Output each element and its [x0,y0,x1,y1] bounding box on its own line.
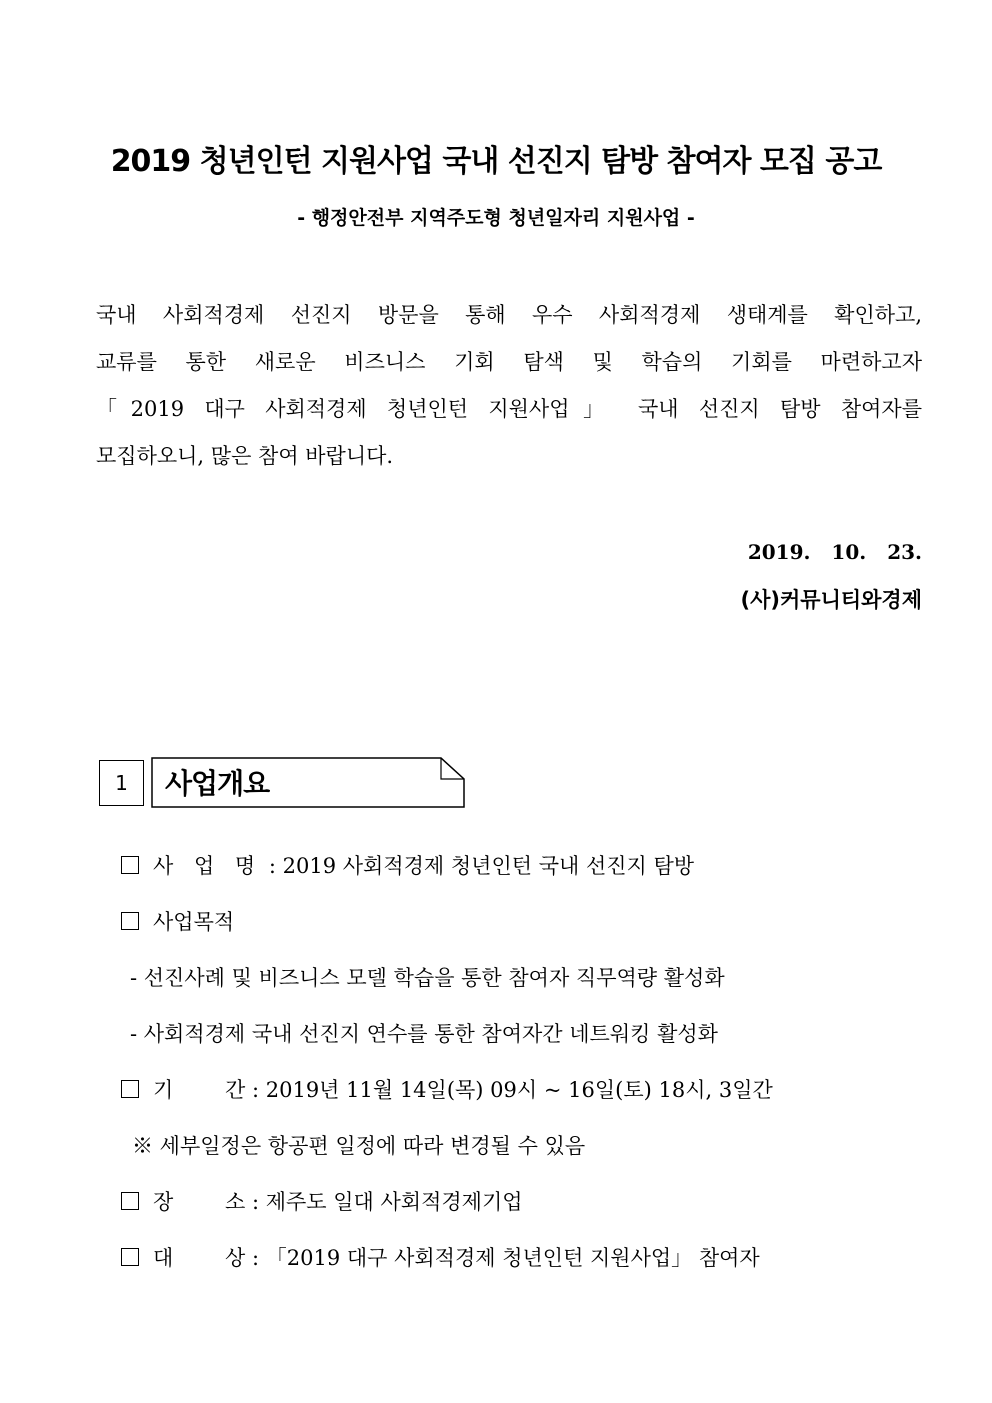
item-value: : 제주도 일대 사회적경제기업 [251,1190,523,1214]
item-value: : 2019 사회적경제 청년인턴 국내 선진지 탐방 [268,854,695,878]
item-label: 간 [225,1078,246,1102]
section-number: 1 [99,760,144,806]
checkbox-icon [121,856,139,874]
document-title: 2019 청년인턴 지원사업 국내 선진지 탐방 참여자 모집 공고 [110,144,882,179]
checkbox-icon [121,1248,139,1266]
purpose-bullet: - 선진사례 및 비즈니스 모델 학습을 통한 참여자 직무역량 활성화 [130,966,725,990]
item-business-name [121,850,694,880]
item-label: 기 [153,1078,174,1102]
item-label: 소 [225,1190,246,1214]
section-title-box [151,757,465,808]
item-target [121,1242,760,1272]
organization-name: (사)커뮤니티와경제 [740,588,922,612]
intro-line: 「2019 대구 사회적경제 청년인턴 지원사업」 국내 선진지 탐방 참여자를 [96,397,922,421]
announcement-date: 2019. 10. 23. [747,540,922,564]
intro-line: 모집하오니, 많은 참여 바랍니다. [96,444,394,468]
item-place [121,1186,523,1216]
checkbox-icon [121,912,139,930]
item-label: 사업목적 [153,910,235,934]
document-subtitle: - 행정안전부 지역주도형 청년일자리 지원사업 - [297,207,695,229]
section-title: 사업개요 [165,767,270,800]
item-value: : 2019년 11월 14일(목) 09시 ~ 16일(토) 18시, 3일간 [251,1078,773,1102]
period-note: ※ 세부일정은 항공편 일정에 따라 변경될 수 있음 [132,1134,586,1158]
item-label: 대 [153,1246,174,1270]
checkbox-icon [121,1192,139,1210]
item-label: 장 [153,1190,174,1214]
purpose-bullet: - 사회적경제 국내 선진지 연수를 통한 참여자간 네트워킹 활성화 [130,1022,718,1046]
intro-line: 교류를 통한 새로운 비즈니스 기회 탐색 및 학습의 기회를 마련하고자 [96,350,922,374]
item-period [121,1074,773,1104]
item-value: : 「2019 대구 사회적경제 청년인턴 지원사업」 참여자 [251,1246,760,1270]
checkbox-icon [121,1080,139,1098]
intro-paragraph [96,292,922,480]
item-label: 상 [225,1246,246,1270]
item-purpose [121,906,234,936]
item-label: 사 업 명 [153,854,263,878]
intro-line: 국내 사회적경제 선진지 방문을 통해 우수 사회적경제 생태계를 확인하고, [96,303,922,327]
